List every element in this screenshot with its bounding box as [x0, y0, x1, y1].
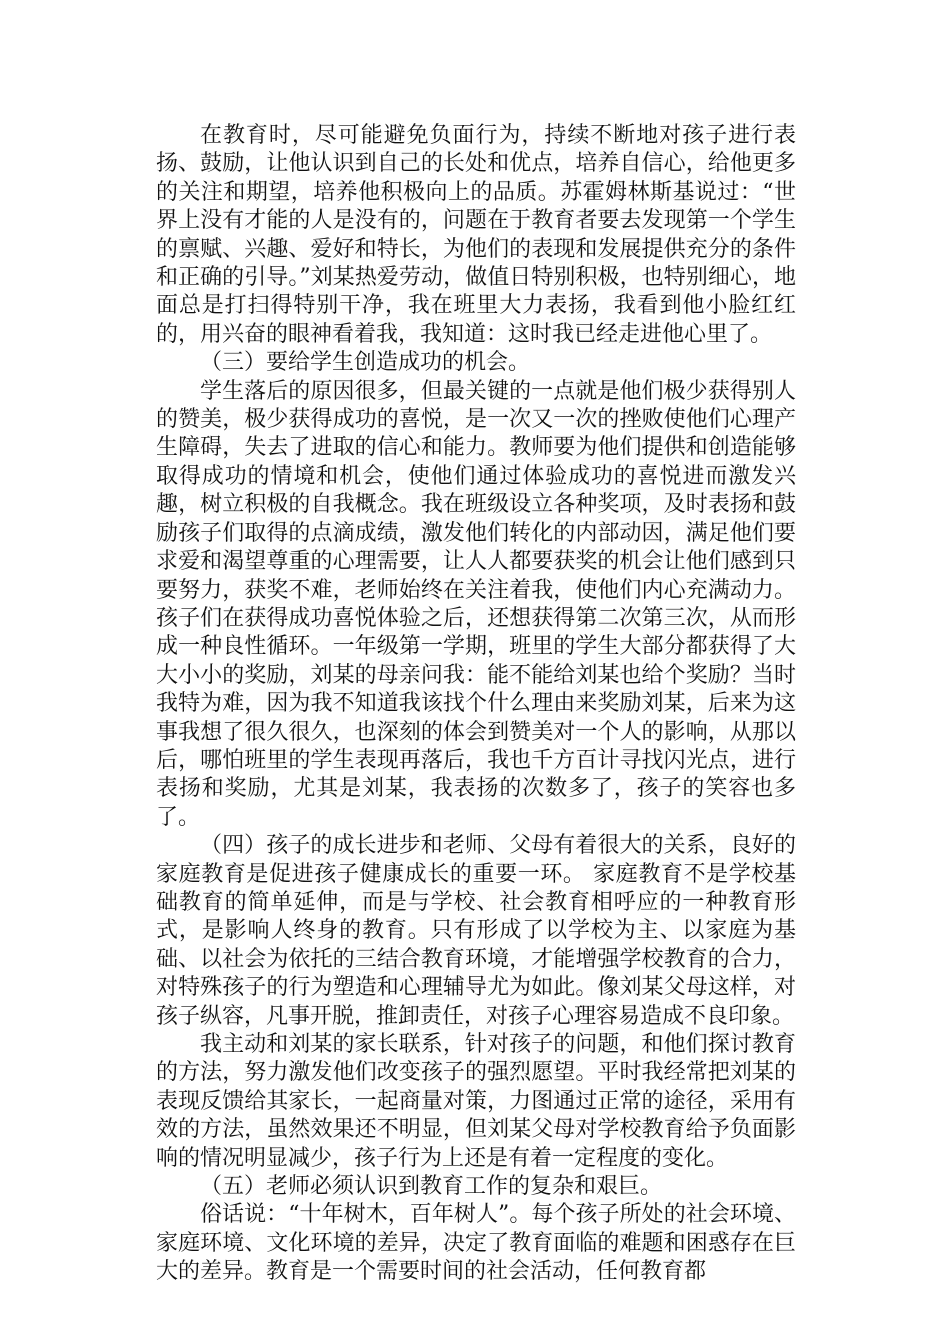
heading-section-three: （三）要给学生创造成功的机会。: [200, 350, 531, 376]
paragraph-praise: 在教育时，尽可能避免负面行为，持续不断地对孩子进行表扬、鼓励，让他认识到自己的长处和优点，培养自信心，给他更多的关注和期望，培养他积极向上的品质。苏霍姆林斯基说过：“世界上没有才能的人是没有的，问题在于教育者要去发现第一个学生的禀赋、兴趣、爱好和特长，为他们的表现和发展提供充分的条件和正确的引导。”刘某热爱劳动，做值日特别积极，也特别细心，地面总是打扫得特别干净，我在班里大力表扬，我看到他小脸红红的，用兴奋的眼神看着我，我知道：这时我已经走进他心里了。: [156, 123, 796, 347]
paragraph-parent-contact: 我主动和刘某的家长联系，针对孩子的问题，和他们探讨教育的方法，努力激发他们改变孩子的强烈愿望。平时我经常把刘某的表现反馈给其家长，一起商量对策，力图通过正常的途径，采用有效的方法，虽然效果还不明显，但刘某父母对学校教育给予负面影响的情况明显减少，孩子行为上还是有着一定程度的变化。: [156, 1032, 796, 1171]
heading-section-five: （五）老师必须认识到教育工作的复杂和艰巨。: [200, 1174, 663, 1200]
paragraph-proverb: 俗话说：“十年树木，百年树人”。每个孩子所处的社会环境、家庭环境、文化环境的差异，决定了教育面临的难题和困惑存在巨大的差异。教育是一个需要时间的社会活动，任何教育都: [156, 1202, 796, 1285]
document-body: [156, 122, 796, 1287]
paragraph-family-education: （四）孩子的成长进步和老师、父母有着很大的关系，良好的家庭教育是促进孩子健康成长的重要一环。 家庭教育不是学校基础教育的简单延伸，而是与学校、社会教育相呼应的一种教育形式，是影响人终身的教育。只有形成了以学校为主、以家庭为基础、以社会为依托的三结合教育环境，才能增强学校教育的合力，对特殊孩子的行为塑造和心理辅导尤为如此。像刘某父母这样，对孩子纵容，凡事开脱，推卸责任，对孩子心理容易造成不良印象。: [156, 833, 796, 1029]
paragraph-success-opportunity: 学生落后的原因很多，但最关键的一点就是他们极少获得别人的赞美，极少获得成功的喜悦，是一次又一次的挫败使他们心理产生障碍，失去了进取的信心和能力。教师要为他们提供和创造能够取得成功的情境和机会，使他们通过体验成功的喜悦进而激发兴趣，树立积极的自我概念。我在班级设立各种奖项，及时表扬和鼓励孩子们取得的点滴成绩，激发他们转化的内部动因，满足他们要求爱和渴望尊重的心理需要，让人人都要获奖的机会让他们感到只要努力，获奖不难，老师始终在关注着我，使他们内心充满动力。孩子们在获得成功喜悦体验之后，还想获得第二次第三次，从而形成一种良性循环。一年级第一学期，班里的学生大部分都获得了大大小小的奖励，刘某的母亲问我：能不能给刘某也给个奖励？当时我特为难，因为我不知道我该找个什么理由来奖励刘某，后来为这事我想了很久很久，也深刻的体会到赞美对一个人的影响，从那以后，哪怕班里的学生表现再落后，我也千方百计寻找闪光点，进行表扬和奖励，尤其是刘某，我表扬的次数多了，孩子的笑容也多了。: [156, 378, 796, 830]
